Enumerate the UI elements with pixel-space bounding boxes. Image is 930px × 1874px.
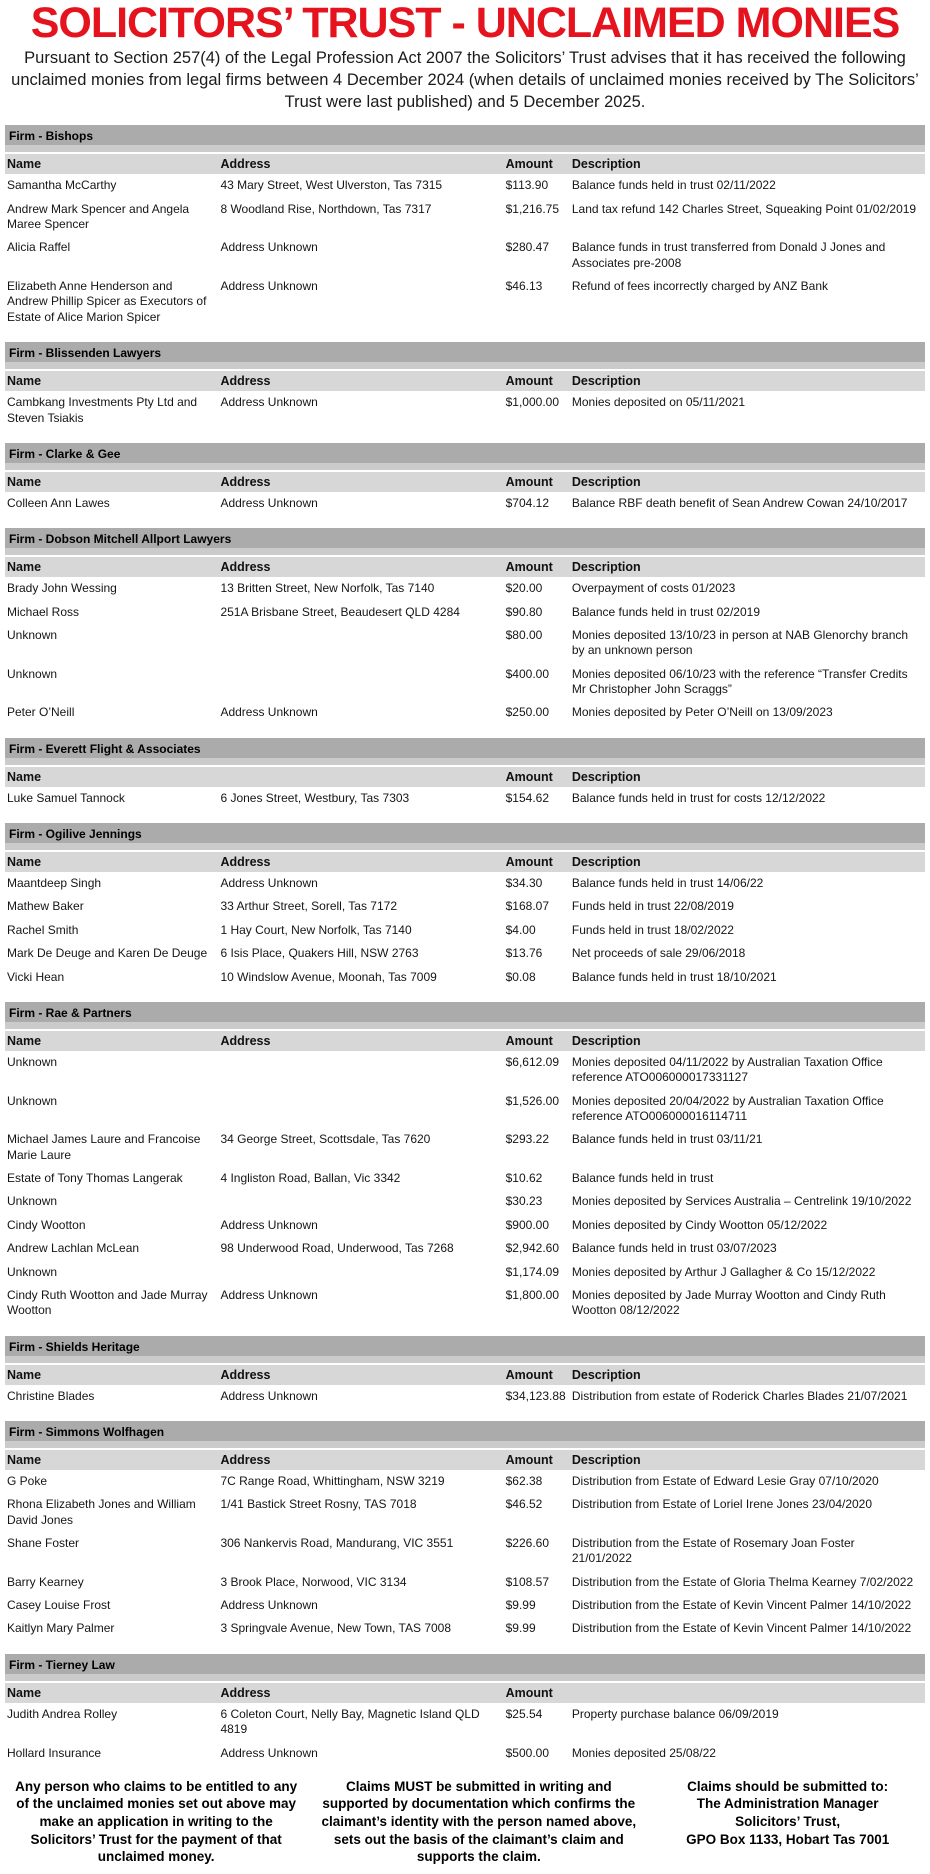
column-header-name: Name — [7, 560, 42, 575]
cell-description: Distribution from Estate of Edward Lesie Gray 07/10/2020 — [571, 1473, 879, 1488]
cell-description: Monies deposited by Services Australia – Centrelink 19/10/2022 — [571, 1194, 912, 1209]
table-row — [5, 1385, 925, 1408]
cell-description: Monies deposited by Peter O’Neill on 13/09/2023 — [571, 705, 833, 720]
firm-header-sub — [5, 1356, 925, 1363]
cell-address: Address Unknown — [220, 1598, 318, 1613]
firm-rows — [5, 174, 925, 329]
firm-rows — [5, 391, 925, 430]
cell-name: Unknown — [7, 627, 58, 642]
cell-name: G Poke — [7, 1473, 48, 1488]
cell-address: Address Unknown — [220, 876, 318, 891]
table-row — [5, 1470, 925, 1493]
firm-section — [5, 823, 925, 989]
cell-amount: $9.99 — [505, 1621, 536, 1636]
cell-description: Monies deposited 13/10/23 in person at NAB Glenorchy branch by an unknown person — [571, 627, 909, 658]
column-header-row — [5, 767, 925, 787]
cell-description: Funds held in trust 18/02/2022 — [571, 922, 734, 937]
column-header-address: Address — [220, 1033, 271, 1048]
cell-amount: $80.00 — [505, 627, 543, 642]
firm-rows — [5, 577, 925, 725]
column-header-address: Address — [220, 157, 271, 172]
firm-header — [5, 125, 925, 145]
cell-description: Balance funds held in trust 03/11/21 — [571, 1132, 763, 1147]
firm-name: Firm - Bishops — [9, 129, 94, 144]
cell-amount: $154.62 — [505, 790, 550, 805]
table-row — [5, 1532, 925, 1571]
cell-amount: $2,942.60 — [505, 1241, 560, 1256]
table-row — [5, 1237, 925, 1260]
cell-address: 8 Woodland Rise, Northdown, Tas 7317 — [220, 201, 432, 216]
firm-section — [5, 1002, 925, 1323]
column-header-address: Address — [220, 1367, 271, 1382]
column-header-name: Name — [7, 769, 42, 784]
firm-name: Firm - Everett Flight & Associates — [9, 741, 201, 756]
column-header-row — [5, 1450, 925, 1470]
table-row — [5, 1571, 925, 1594]
table-row — [5, 919, 925, 942]
cell-name: Colleen Ann Lawes — [7, 495, 110, 510]
footer-claim-requirements: Claims MUST be submitted in writing and supported by documentation which confirms the claimant’s identity with the person named above, sets out the basis of the claimant’s claim and supports the claim. — [321, 1778, 637, 1865]
cell-name: Mathew Baker — [7, 899, 84, 914]
firm-section — [5, 1654, 925, 1765]
table-row — [5, 1617, 925, 1640]
column-header-row — [5, 1683, 925, 1703]
cell-description: Balance funds held in trust 02/11/2022 — [571, 178, 776, 193]
cell-address: 7C Range Road, Whittingham, NSW 3219 — [220, 1473, 445, 1488]
cell-description: Balance funds held in trust for costs 12/12/2022 — [571, 790, 826, 805]
column-header-address: Address — [220, 560, 271, 575]
cell-description: Monies deposited 06/10/23 with the reference “Transfer Credits Mr Christopher John Scraggs” — [571, 666, 908, 697]
cell-address: 6 Isis Place, Quakers Hill, NSW 2763 — [220, 946, 419, 961]
table-row — [5, 492, 925, 515]
cell-address: 1 Hay Court, New Norfolk, Tas 7140 — [220, 922, 412, 937]
column-header-amount: Amount — [505, 474, 553, 489]
table-row — [5, 1594, 925, 1617]
table-row — [5, 1167, 925, 1190]
cell-amount: $1,000.00 — [505, 395, 560, 410]
firm-name: Firm - Blissenden Lawyers — [9, 346, 162, 361]
table-row — [5, 787, 925, 810]
firm-header — [5, 823, 925, 843]
firm-header-sub — [5, 548, 925, 555]
cell-amount: $90.80 — [505, 604, 543, 619]
table-row — [5, 1284, 925, 1323]
cell-address: 6 Jones Street, Westbury, Tas 7303 — [220, 790, 410, 805]
cell-name: Cindy Ruth Wootton and Jade Murray Wootton — [7, 1287, 208, 1318]
cell-address: 13 Britten Street, New Norfolk, Tas 7140 — [220, 581, 435, 596]
cell-amount: $113.90 — [505, 178, 549, 193]
cell-amount: $280.47 — [505, 240, 550, 255]
column-header-address: Address — [220, 1452, 271, 1467]
cell-name: Michael James Laure and Francoise Marie Laure — [7, 1132, 201, 1162]
column-header-amount: Amount — [505, 1452, 553, 1467]
cell-address: 1/41 Bastick Street Rosny, TAS 7018 — [220, 1497, 417, 1512]
column-header-address: Address — [220, 1685, 271, 1700]
column-header-description: Description — [571, 560, 641, 575]
cell-amount: $4.00 — [505, 922, 536, 937]
cell-name: Elizabeth Anne Henderson and Andrew Phillip Spicer as Executors of Estate of Alice Marion Spicer — [7, 279, 207, 324]
cell-address: Address Unknown — [220, 1745, 318, 1760]
cell-name: Barry Kearney — [7, 1574, 84, 1589]
cell-amount: $13.76 — [505, 946, 543, 961]
cell-amount: $34.30 — [505, 876, 543, 891]
cell-amount: $704.12 — [505, 495, 550, 510]
cell-name: Unknown — [7, 666, 58, 681]
table-row — [5, 1051, 925, 1090]
cell-address: Address Unknown — [220, 395, 318, 410]
column-header-amount: Amount — [505, 769, 553, 784]
cell-name: Estate of Tony Thomas Langerak — [7, 1171, 183, 1186]
table-row — [5, 895, 925, 918]
cell-amount: $0.08 — [505, 969, 536, 984]
cell-description: Balance funds held in trust 03/07/2023 — [571, 1241, 777, 1256]
column-header-row — [5, 472, 925, 492]
table-row — [5, 1190, 925, 1213]
table-row — [5, 577, 925, 600]
footer-address-line: Claims should be submitted to: — [687, 1778, 889, 1794]
column-header-row — [5, 557, 925, 577]
firm-header — [5, 443, 925, 463]
cell-name: Michael Ross — [7, 604, 80, 619]
firm-section — [5, 443, 925, 515]
firm-section — [5, 528, 925, 725]
table-row — [5, 942, 925, 965]
column-header-name: Name — [7, 374, 42, 389]
cell-name: Vicki Hean — [7, 969, 65, 984]
table-row — [5, 1214, 925, 1237]
cell-description: Property purchase balance 06/09/2019 — [571, 1706, 779, 1721]
cell-name: Andrew Mark Spencer and Angela Maree Spencer — [7, 201, 190, 232]
cell-amount: $46.13 — [505, 279, 543, 294]
cell-description: Funds held in trust 22/08/2019 — [571, 899, 734, 914]
firm-header — [5, 738, 925, 758]
column-header-row — [5, 1365, 925, 1385]
firm-name: Firm - Clarke & Gee — [9, 446, 121, 461]
column-header-row — [5, 1031, 925, 1051]
table-row — [5, 1090, 925, 1129]
firm-rows — [5, 1385, 925, 1408]
cell-address: Address Unknown — [220, 1388, 318, 1403]
column-header-name: Name — [7, 474, 42, 489]
firm-section — [5, 125, 925, 329]
cell-description: Monies deposited 04/11/2022 by Australian Taxation Office reference ATO006000017331127 — [571, 1054, 883, 1085]
column-header-description: Description — [571, 855, 641, 870]
firm-rows — [5, 872, 925, 989]
column-header-name: Name — [7, 1452, 42, 1467]
footer-address-line: The Administration Manager — [696, 1796, 879, 1812]
column-header-description: Description — [571, 157, 641, 172]
cell-address: Address Unknown — [220, 1287, 318, 1302]
cell-address: 33 Arthur Street, Sorell, Tas 7172 — [220, 899, 397, 914]
firm-section — [5, 1336, 925, 1408]
firms-container — [0, 125, 930, 1765]
firm-section — [5, 738, 925, 810]
firm-rows — [5, 787, 925, 810]
cell-amount: $108.57 — [505, 1574, 550, 1589]
column-header-row — [5, 852, 925, 872]
column-header-description: Description — [571, 1367, 641, 1382]
cell-description: Balance funds in trust transferred from Donald J Jones and Associates pre-2008 — [571, 240, 886, 270]
firm-header-sub — [5, 145, 925, 152]
column-header-name: Name — [7, 157, 42, 172]
table-row — [5, 174, 925, 197]
cell-name: Judith Andrea Rolley — [7, 1706, 118, 1721]
cell-name: Peter O’Neill — [7, 705, 75, 720]
cell-description: Balance funds held in trust — [571, 1171, 714, 1186]
column-header-description: Description — [571, 474, 641, 489]
cell-name: Cindy Wootton — [7, 1217, 86, 1232]
footer-submission-address — [649, 1778, 926, 1866]
cell-address: 6 Coleton Court, Nelly Bay, Magnetic Island QLD 4819 — [220, 1706, 480, 1737]
notice-page — [0, 2, 930, 1866]
table-row — [5, 701, 925, 724]
table-row — [5, 1742, 925, 1765]
cell-description: Distribution from the Estate of Kevin Vincent Palmer 14/10/2022 — [571, 1598, 912, 1613]
table-row — [5, 1261, 925, 1284]
column-header-amount: Amount — [505, 1685, 553, 1700]
cell-name: Cambkang Investments Pty Ltd and Steven Tsiakis — [7, 395, 198, 425]
cell-amount: $6,612.09 — [505, 1054, 560, 1069]
cell-name: Samantha McCarthy — [7, 178, 117, 193]
column-header-name: Name — [7, 1685, 42, 1700]
cell-amount: $226.60 — [505, 1536, 550, 1551]
column-header-description: Description — [571, 1033, 641, 1048]
column-header-address: Address — [220, 374, 271, 389]
firm-name: Firm - Tierney Law — [9, 1657, 115, 1672]
cell-amount: $10.62 — [505, 1171, 543, 1186]
table-row — [5, 236, 925, 275]
cell-description: Monies deposited by Arthur J Gallagher & Co 15/12/2022 — [571, 1264, 876, 1279]
column-header-amount: Amount — [505, 374, 553, 389]
cell-description: Refund of fees incorrectly charged by ANZ Bank — [571, 279, 828, 294]
table-row — [5, 663, 925, 702]
firm-header-sub — [5, 1022, 925, 1029]
cell-name: Brady John Wessing — [7, 581, 117, 596]
firm-header-sub — [5, 843, 925, 850]
cell-amount: $1,526.00 — [505, 1093, 560, 1108]
firm-header-sub — [5, 463, 925, 470]
cell-amount: $400.00 — [505, 666, 550, 681]
cell-address: 3 Springvale Avenue, New Town, TAS 7008 — [220, 1621, 452, 1636]
column-header-row — [5, 371, 925, 391]
firm-name: Firm - Ogilive Jennings — [9, 827, 142, 842]
cell-address: 251A Brisbane Street, Beaudesert QLD 4284 — [220, 604, 460, 619]
firm-name: Firm - Shields Heritage — [9, 1339, 140, 1354]
cell-amount: $25.54 — [505, 1706, 543, 1721]
cell-address: 98 Underwood Road, Underwood, Tas 7268 — [220, 1241, 454, 1256]
firm-header — [5, 1421, 925, 1441]
firm-rows — [5, 1703, 925, 1765]
firm-name: Firm - Rae & Partners — [9, 1005, 132, 1020]
firm-rows — [5, 1051, 925, 1323]
cell-address: Address Unknown — [220, 705, 318, 720]
cell-address: Address Unknown — [220, 495, 318, 510]
cell-address: Address Unknown — [220, 1217, 318, 1232]
footer — [4, 1778, 926, 1866]
table-row — [5, 624, 925, 663]
cell-amount: $46.52 — [505, 1497, 543, 1512]
column-header-amount: Amount — [505, 1367, 553, 1382]
column-header-amount: Amount — [505, 1033, 553, 1048]
firm-header — [5, 1336, 925, 1356]
column-header-address: Address — [220, 474, 271, 489]
cell-address: Address Unknown — [220, 240, 318, 255]
cell-address: 4 Ingliston Road, Ballan, Vic 3342 — [220, 1171, 401, 1186]
cell-amount: $250.00 — [505, 705, 550, 720]
firm-rows — [5, 1470, 925, 1641]
cell-amount: $293.22 — [505, 1132, 550, 1147]
cell-address: 3 Brook Place, Norwood, VIC 3134 — [220, 1574, 407, 1589]
table-row — [5, 966, 925, 989]
cell-amount: $1,174.09 — [505, 1264, 560, 1279]
column-header-row — [5, 154, 925, 174]
cell-amount: $20.00 — [505, 581, 543, 596]
firm-section — [5, 1421, 925, 1641]
firm-header-sub — [5, 1674, 925, 1681]
column-header-description: Description — [571, 374, 641, 389]
table-row — [5, 1128, 925, 1167]
column-header-amount: Amount — [505, 560, 553, 575]
cell-description: Distribution from estate of Roderick Charles Blades 21/07/2021 — [571, 1388, 908, 1403]
cell-description: Net proceeds of sale 29/06/2018 — [571, 946, 746, 961]
table-row — [5, 872, 925, 895]
column-header-address: Address — [220, 855, 271, 870]
cell-name: Alicia Raffel — [7, 240, 71, 255]
firm-header — [5, 1654, 925, 1674]
cell-description: Monies deposited 20/04/2022 by Australian Taxation Office reference ATO006000016114711 — [571, 1093, 884, 1123]
firm-section — [5, 342, 925, 430]
cell-name: Hollard Insurance — [7, 1745, 102, 1760]
intro-paragraph: Pursuant to Section 257(4) of the Legal Profession Act 2007 the Solicitors’ Trust advises that it has received the following unclaimed monies from legal firms between 4 December 2024 (when details of unclaimed monies received by The Solicitors’ Trust were last published) and 5 December 2025. — [11, 49, 919, 111]
footer-claim-eligibility: Any person who claims to be entitled to any of the unclaimed monies set out above may make an application in writing to the Solicitors’ Trust for the payment of that unclaimed money. — [15, 1778, 298, 1865]
cell-amount: $9.99 — [505, 1598, 536, 1613]
cell-description: Balance RBF death benefit of Sean Andrew Cowan 24/10/2017 — [571, 495, 908, 510]
cell-address: 306 Nankervis Road, Mandurang, VIC 3551 — [220, 1536, 454, 1551]
cell-description: Monies deposited by Jade Murray Wootton and Cindy Ruth Wootton 08/12/2022 — [571, 1287, 886, 1318]
cell-name: Casey Louise Frost — [7, 1598, 111, 1613]
cell-amount: $34,123.88 — [505, 1388, 566, 1403]
column-header-description: Description — [571, 769, 641, 784]
footer-address-line: GPO Box 1133, Hobart Tas 7001 — [686, 1831, 890, 1847]
table-row — [5, 1493, 925, 1532]
firm-header-sub — [5, 362, 925, 369]
cell-name: Unknown — [7, 1093, 58, 1108]
table-row — [5, 275, 925, 329]
cell-description: Overpayment of costs 01/2023 — [571, 581, 736, 596]
cell-name: Luke Samuel Tannock — [7, 790, 125, 805]
cell-description: Monies deposited on 05/11/2021 — [571, 395, 746, 410]
cell-description: Distribution from Estate of Loriel Irene Jones 23/04/2020 — [571, 1497, 873, 1512]
column-header-amount: Amount — [505, 855, 553, 870]
column-header-name: Name — [7, 1367, 42, 1382]
cell-amount: $30.23 — [505, 1194, 543, 1209]
column-header-name: Name — [7, 1033, 42, 1048]
cell-description: Balance funds held in trust 02/2019 — [571, 604, 760, 619]
table-row — [5, 391, 925, 430]
firm-name: Firm - Dobson Mitchell Allport Lawyers — [9, 532, 232, 547]
firm-header — [5, 528, 925, 548]
cell-amount: $62.38 — [505, 1473, 543, 1488]
cell-description: Distribution from the Estate of Gloria Thelma Kearney 7/02/2022 — [571, 1574, 914, 1589]
column-header-name: Name — [7, 855, 42, 870]
cell-description: Distribution from the Estate of Rosemary Joan Foster 21/01/2022 — [571, 1536, 855, 1566]
cell-name: Unknown — [7, 1054, 58, 1069]
firm-header — [5, 1002, 925, 1022]
cell-name: Unknown — [7, 1194, 58, 1209]
cell-description: Distribution from the Estate of Kevin Vincent Palmer 14/10/2022 — [571, 1621, 912, 1636]
cell-name: Mark De Deuge and Karen De Deuge — [7, 946, 208, 961]
column-header-description: Description — [571, 1452, 641, 1467]
cell-amount: $1,216.75 — [505, 201, 560, 216]
cell-name: Unknown — [7, 1264, 58, 1279]
firm-header — [5, 342, 925, 362]
cell-amount: $500.00 — [505, 1745, 550, 1760]
table-row — [5, 1703, 925, 1742]
cell-address: 43 Mary Street, West Ulverston, Tas 7315 — [220, 178, 443, 193]
cell-description: Balance funds held in trust 18/10/2021 — [571, 969, 777, 984]
cell-description: Balance funds held in trust 14/06/22 — [571, 876, 764, 891]
cell-address: 34 George Street, Scottsdale, Tas 7620 — [220, 1132, 431, 1147]
column-header-amount: Amount — [505, 157, 553, 172]
cell-name: Shane Foster — [7, 1536, 80, 1551]
cell-name: Christine Blades — [7, 1388, 95, 1403]
cell-address: Address Unknown — [220, 279, 318, 294]
firm-header-sub — [5, 758, 925, 765]
cell-name: Rhona Elizabeth Jones and William David Jones — [7, 1497, 196, 1527]
cell-description: Monies deposited by Cindy Wootton 05/12/2022 — [571, 1217, 828, 1232]
cell-amount: $900.00 — [505, 1217, 550, 1232]
firm-header-sub — [5, 1441, 925, 1448]
footer-address-line: Solicitors’ Trust, — [735, 1814, 841, 1829]
cell-name: Maantdeep Singh — [7, 876, 102, 891]
cell-amount: $1,800.00 — [505, 1287, 560, 1302]
cell-description: Monies deposited 25/08/22 — [571, 1745, 716, 1760]
cell-name: Rachel Smith — [7, 922, 79, 937]
cell-name: Andrew Lachlan McLean — [7, 1241, 140, 1256]
table-row — [5, 601, 925, 624]
cell-amount: $168.07 — [505, 899, 550, 914]
firm-rows — [5, 492, 925, 515]
cell-description: Land tax refund 142 Charles Street, Squeaking Point 01/02/2019 — [571, 201, 917, 216]
firm-name: Firm - Simmons Wolfhagen — [9, 1424, 165, 1439]
cell-address: 10 Windslow Avenue, Moonah, Tas 7009 — [220, 969, 437, 984]
page-title: SOLICITORS’ TRUST - UNCLAIMED MONIES — [30, 0, 900, 47]
cell-name: Kaitlyn Mary Palmer — [7, 1621, 115, 1636]
table-row — [5, 198, 925, 237]
